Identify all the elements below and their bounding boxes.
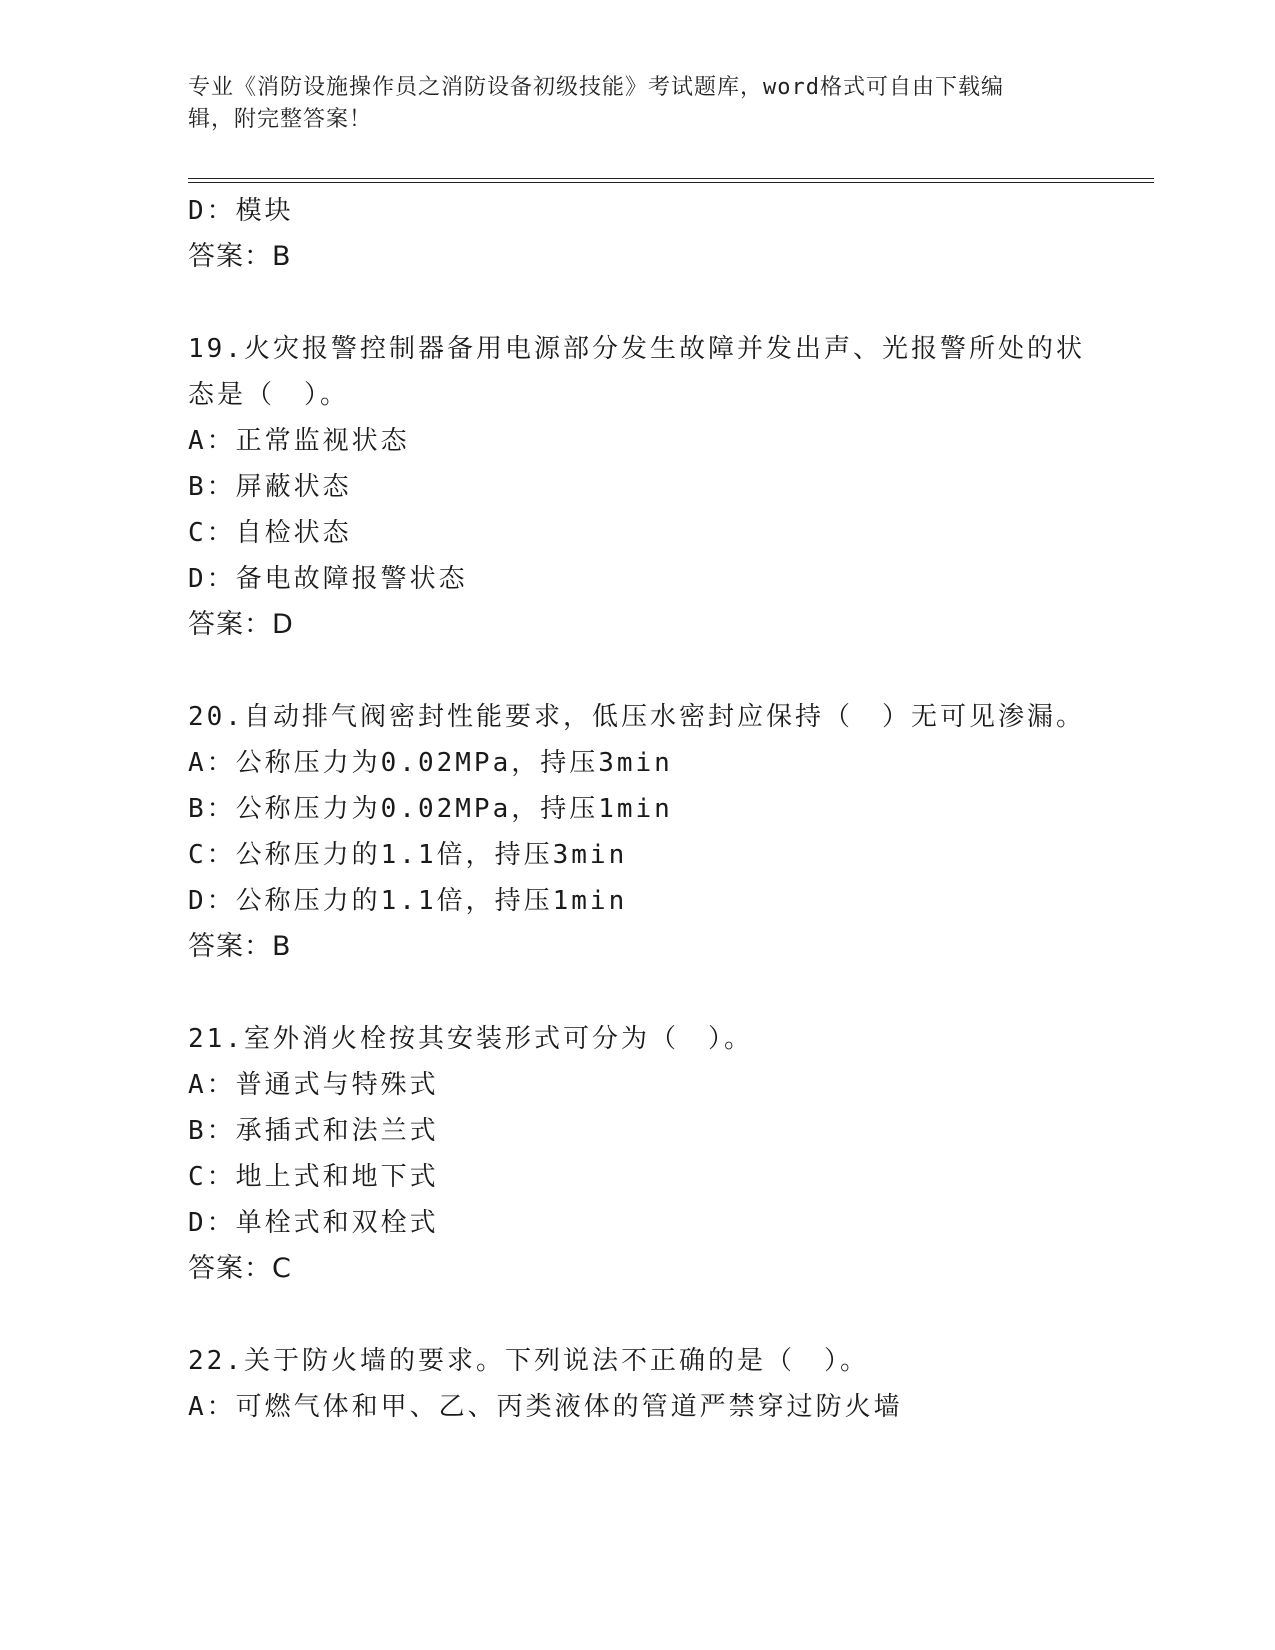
answer: 答案：B	[188, 241, 292, 272]
option-d: D：模块	[188, 196, 294, 226]
question-stem: 19.火灾报警控制器备用电源部分发生故障并发出声、光报警所处的状	[188, 334, 1085, 364]
document-header	[188, 72, 1068, 136]
question-stem: 21.室外消火栓按其安装形式可分为（ ）。	[188, 1024, 753, 1054]
answer: 答案：D	[188, 609, 294, 640]
answer: 答案：B	[188, 931, 292, 962]
option-b: B：承插式和法兰式	[188, 1116, 439, 1146]
header-line-1: 专业《消防设施操作员之消防设备初级技能》考试题库，word格式可自由下载编	[188, 75, 1004, 100]
option-b: B：公称压力为0.02MPa，持压1min	[188, 794, 673, 824]
option-d: D：公称压力的1.1倍，持压1min	[188, 886, 628, 916]
option-a: A：可燃气体和甲、乙、丙类液体的管道严禁穿过防火墙	[188, 1392, 903, 1422]
option-a: A：正常监视状态	[188, 426, 410, 456]
spacer	[188, 1292, 1188, 1338]
spacer	[188, 648, 1188, 694]
spacer	[188, 280, 1188, 326]
header-line-2: 辑，附完整答案！	[188, 107, 373, 132]
option-c: C：地上式和地下式	[188, 1162, 439, 1192]
header-divider	[188, 178, 1154, 183]
question-content	[188, 188, 1188, 1430]
question-stem: 20.自动排气阀密封性能要求，低压水密封应保持（ ）无可见渗漏。	[188, 702, 1085, 732]
answer: 答案：C	[188, 1253, 292, 1284]
option-c: C：自检状态	[188, 518, 352, 548]
option-a: A：普通式与特殊式	[188, 1070, 439, 1100]
question-stem: 22.关于防火墙的要求。下列说法不正确的是（ ）。	[188, 1346, 869, 1376]
option-d: D：备电故障报警状态	[188, 564, 468, 594]
spacer	[188, 970, 1188, 1016]
option-d: D：单栓式和双栓式	[188, 1208, 439, 1238]
option-a: A：公称压力为0.02MPa，持压3min	[188, 748, 673, 778]
question-stem-continued: 态是（ ）。	[188, 380, 350, 410]
option-c: C：公称压力的1.1倍，持压3min	[188, 840, 628, 870]
option-b: B：屏蔽状态	[188, 472, 352, 502]
